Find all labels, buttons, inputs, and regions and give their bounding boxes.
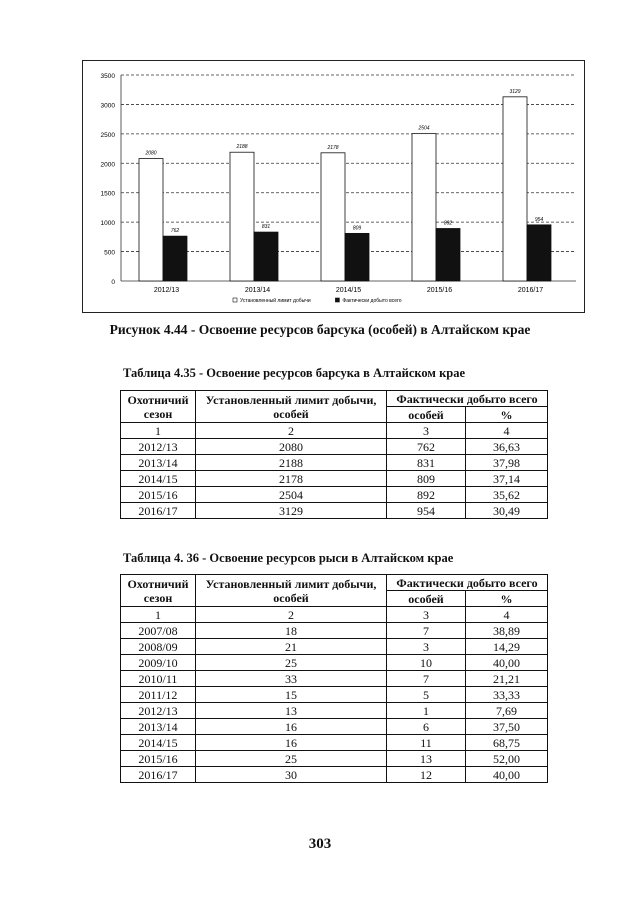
cell-count: 762 (387, 439, 466, 455)
cell-season: 2016/17 (121, 503, 196, 519)
cell-season: 2014/15 (121, 735, 196, 751)
badger-bar-chart (82, 60, 585, 313)
cell-count: 954 (387, 503, 466, 519)
table1-caption: Таблица 4.35 - Освоение ресурсов барсука в Алтайском крае (123, 366, 466, 380)
cell-count: 10 (387, 655, 466, 671)
cell-limit: 13 (196, 703, 387, 719)
y-tick-label: 0 (111, 279, 115, 286)
bar-value-label: 954 (534, 216, 544, 223)
y-tick-label: 2000 (100, 161, 115, 169)
x-tick-label: 2012/13 (153, 287, 180, 294)
harvest-bar (345, 233, 369, 281)
cell-limit: 15 (196, 687, 387, 703)
cell-percent: 37,50 (466, 719, 548, 735)
cell-season: 2010/11 (121, 671, 196, 687)
cell-percent: 38,89 (466, 623, 548, 639)
cell-season: 2015/16 (121, 751, 196, 767)
cell-limit: 21 (196, 639, 387, 655)
x-tick-label: 2013/14 (244, 287, 271, 294)
table-row (121, 751, 548, 767)
bar-value-label: 2504 (418, 125, 430, 132)
table-row (121, 623, 548, 639)
cell-count: 5 (387, 687, 466, 703)
page-number: 303 (308, 836, 332, 852)
table-row (121, 767, 548, 783)
cell-percent: 52,00 (466, 751, 548, 767)
column-number: 2 (196, 423, 387, 439)
table-row (121, 687, 548, 703)
column-number-row (121, 607, 548, 623)
bar-value-label: 2178 (327, 144, 339, 151)
cell-percent: 7,69 (466, 703, 548, 719)
legend-swatch (233, 298, 237, 302)
table-row (121, 719, 548, 735)
cell-season: 2012/13 (121, 439, 196, 455)
table-row (121, 487, 548, 503)
cell-count: 6 (387, 719, 466, 735)
limit-bar (230, 152, 254, 281)
cell-limit: 25 (196, 655, 387, 671)
header-season: Охотничий сезон (121, 575, 196, 607)
cell-season: 2007/08 (121, 623, 196, 639)
cell-limit: 2080 (196, 439, 387, 455)
y-tick-label: 3000 (100, 102, 115, 110)
y-tick-label: 2500 (100, 131, 115, 139)
cell-count: 831 (387, 455, 466, 471)
limit-bar (139, 159, 163, 281)
table-row (121, 671, 548, 687)
table-row (121, 655, 548, 671)
cell-limit: 2178 (196, 471, 387, 487)
bar-value-label: 892 (443, 220, 453, 227)
header-count: особей (387, 407, 466, 423)
cell-season: 2009/10 (121, 655, 196, 671)
cell-season: 2012/13 (121, 703, 196, 719)
cell-limit: 25 (196, 751, 387, 767)
header-actual: Фактически добыто всего (387, 575, 548, 591)
cell-percent: 14,29 (466, 639, 548, 655)
header-season: Охотничий сезон (121, 391, 196, 423)
x-tick-label: 2014/15 (335, 287, 362, 294)
column-number: 3 (387, 607, 466, 623)
x-tick-label: 2015/16 (426, 287, 453, 294)
bar-value-label: 2080 (145, 150, 157, 157)
cell-percent: 68,75 (466, 735, 548, 751)
cell-limit: 16 (196, 719, 387, 735)
column-number: 4 (466, 423, 548, 439)
header-limit: Установленный лимит добычи, особей (196, 391, 387, 423)
header-count: особей (387, 591, 466, 607)
bar-value-label: 809 (352, 225, 362, 232)
limit-bar (321, 153, 345, 281)
cell-count: 3 (387, 639, 466, 655)
y-tick-label: 1000 (100, 220, 115, 228)
cell-limit: 18 (196, 623, 387, 639)
cell-limit: 33 (196, 671, 387, 687)
limit-bar (412, 134, 436, 281)
badger-table (120, 390, 548, 519)
figure-caption: Рисунок 4.44 - Освоение ресурсов барсука (особей) в Алтайском крае (109, 322, 531, 337)
harvest-bar (527, 225, 551, 281)
chart-canvas (83, 61, 586, 314)
cell-percent: 33,33 (466, 687, 548, 703)
limit-bar (503, 97, 527, 281)
table-row (121, 735, 548, 751)
cell-count: 892 (387, 487, 466, 503)
bar-value-label: 762 (170, 228, 180, 235)
cell-season: 2014/15 (121, 471, 196, 487)
cell-limit: 2504 (196, 487, 387, 503)
table-row (121, 439, 548, 455)
y-tick-label: 500 (104, 249, 115, 257)
harvest-bar (254, 232, 278, 281)
cell-season: 2015/16 (121, 487, 196, 503)
column-number-row (121, 423, 548, 439)
cell-season: 2016/17 (121, 767, 196, 783)
cell-limit: 3129 (196, 503, 387, 519)
cell-percent: 37,14 (466, 471, 548, 487)
header-limit: Установленный лимит добычи, особей (196, 575, 387, 607)
cell-limit: 16 (196, 735, 387, 751)
y-tick-label: 3500 (100, 73, 115, 80)
table2-caption: Таблица 4. 36 - Освоение ресурсов рыси в Алтайском крае (123, 551, 454, 565)
header-actual: Фактически добыто всего (387, 391, 548, 407)
cell-count: 11 (387, 735, 466, 751)
legend-label: Фактически добыто всего (342, 298, 402, 304)
legend-label: Установленный лимит добычи (240, 298, 311, 304)
cell-percent: 37,98 (466, 455, 548, 471)
lynx-table (120, 574, 548, 783)
cell-count: 1 (387, 703, 466, 719)
cell-percent: 30,49 (466, 503, 548, 519)
cell-percent: 36,63 (466, 439, 548, 455)
cell-count: 7 (387, 671, 466, 687)
cell-percent: 21,21 (466, 671, 548, 687)
cell-season: 2013/14 (121, 455, 196, 471)
table-row (121, 503, 548, 519)
header-percent: % (466, 407, 548, 423)
cell-percent: 40,00 (466, 767, 548, 783)
bar-value-label: 3129 (509, 88, 521, 95)
table-row (121, 639, 548, 655)
table-row (121, 703, 548, 719)
cell-count: 7 (387, 623, 466, 639)
bar-value-label: 2188 (236, 144, 248, 151)
harvest-bar (436, 228, 460, 281)
cell-percent: 35,62 (466, 487, 548, 503)
legend-swatch (335, 298, 339, 302)
bar-value-label: 831 (261, 224, 271, 231)
cell-percent: 40,00 (466, 655, 548, 671)
column-number: 2 (196, 607, 387, 623)
column-number: 1 (121, 423, 196, 439)
column-number: 1 (121, 607, 196, 623)
cell-limit: 2188 (196, 455, 387, 471)
cell-count: 12 (387, 767, 466, 783)
column-number: 4 (466, 607, 548, 623)
table-row (121, 455, 548, 471)
cell-season: 2011/12 (121, 687, 196, 703)
cell-season: 2008/09 (121, 639, 196, 655)
harvest-bar (163, 236, 187, 281)
cell-season: 2013/14 (121, 719, 196, 735)
x-tick-label: 2016/17 (517, 287, 544, 294)
cell-count: 13 (387, 751, 466, 767)
header-percent: % (466, 591, 548, 607)
column-number: 3 (387, 423, 466, 439)
cell-limit: 30 (196, 767, 387, 783)
y-tick-label: 1500 (100, 190, 115, 198)
table-row (121, 471, 548, 487)
cell-count: 809 (387, 471, 466, 487)
